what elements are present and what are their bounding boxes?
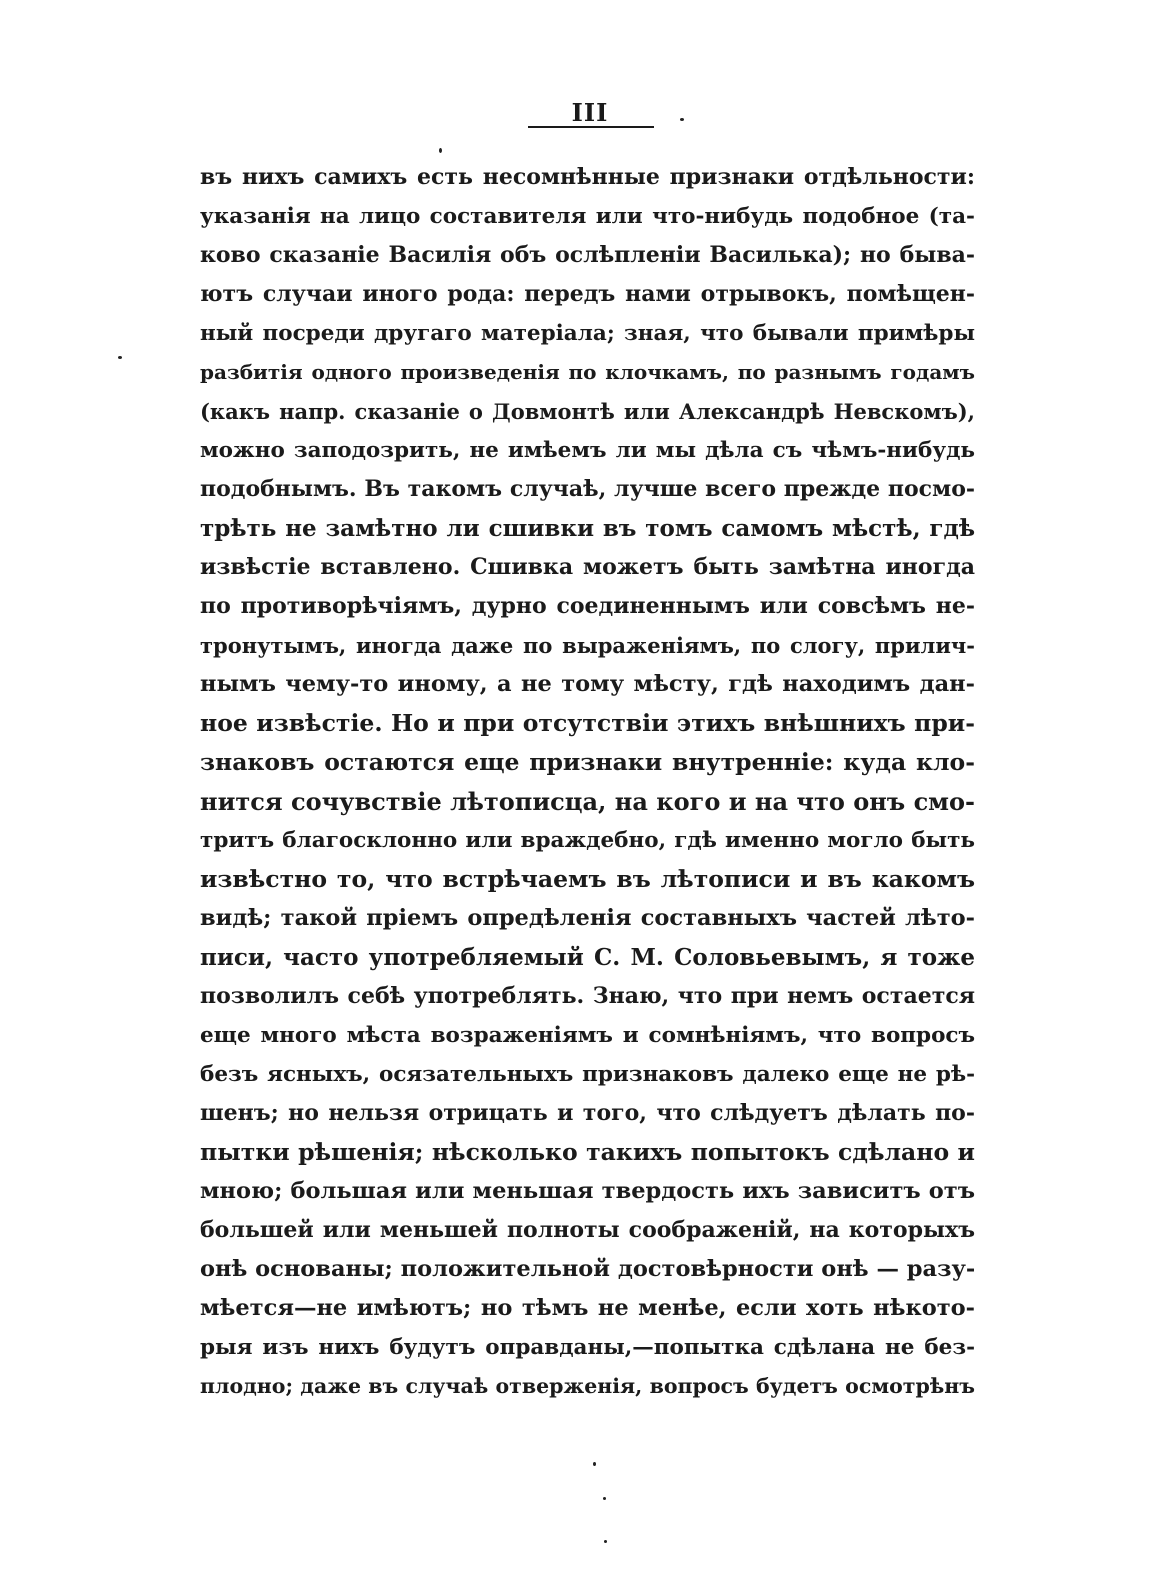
text-line: мною; большая или меньшая твердость ихъ зависитъ отъ [200, 1178, 975, 1204]
text-line: извѣстно то, что встрѣчаемъ въ лѣтописи и въ какомъ [200, 865, 975, 893]
text-line: мѣется—не имѣютъ; но тѣмъ не менѣе, если хоть нѣкото- [200, 1295, 975, 1321]
text-line: шенъ; но нельзя отрицать и того, что слѣдуетъ дѣлать по- [200, 1100, 975, 1126]
text-line: ный посреди другаго матеріала; зная, что бывали примѣры [200, 321, 975, 346]
text-line: извѣстіе вставлено. Сшивка можетъ быть замѣтна иногда [200, 554, 975, 580]
text-line: плодно; даже въ случаѣ отверженія, вопросъ будетъ осмотрѣнъ [200, 1374, 975, 1398]
scan-speck [118, 356, 122, 359]
page-number: III [571, 98, 609, 127]
text-line: тритъ благосклонно или враждебно, гдѣ именно могло быть [200, 828, 975, 853]
text-line: писи, часто употребляемый С. М. Соловьевымъ, я тоже [200, 944, 975, 971]
scan-speck [439, 148, 442, 153]
text-line: тронутымъ, иногда даже по выраженіямъ, по слогу, прилич- [200, 633, 975, 658]
text-line: большей или меньшей полноты соображеній, на которыхъ [200, 1217, 975, 1243]
text-line: нымъ чему-то иному, а не тому мѣсту, гдѣ находимъ дан- [200, 671, 975, 697]
text-line: указанія на лицо составителя или что-нибудь подобное (та- [200, 204, 975, 229]
text-line: ютъ случаи иного рода: передъ нами отрывокъ, помѣщен- [200, 281, 975, 307]
body-text [200, 158, 975, 1406]
scan-speck [593, 1462, 596, 1466]
text-line: рыя изъ нихъ будутъ оправданы,—попытка сдѣлана не без- [200, 1335, 975, 1360]
text-line: ное извѣстіе. Но и при отсутствіи этихъ внѣшнихъ при- [200, 709, 975, 737]
text-line: безъ ясныхъ, осязательныхъ признаковъ далеко еще не рѣ- [200, 1062, 975, 1087]
text-line: видѣ; такой пріемъ опредѣленія составныхъ частей лѣто- [200, 905, 975, 931]
header-rule [528, 126, 654, 128]
text-line: знаковъ остаются еще признаки внутренніе: куда кло- [200, 748, 975, 776]
text-line: по противорѣчіямъ, дурно соединеннымъ или совсѣмъ не- [200, 593, 975, 619]
scan-speck [680, 118, 684, 121]
text-line: (какъ напр. сказаніе о Довмонтѣ или Александрѣ Невскомъ), [200, 399, 975, 424]
text-line: онѣ основаны; положительной достовѣрности онѣ — разу- [200, 1256, 975, 1282]
text-line: нится сочувствіе лѣтописца, на кого и на что онъ смо- [200, 787, 975, 816]
text-line: въ нихъ самихъ есть несомнѣнные признаки отдѣльности: [200, 164, 975, 190]
scan-speck [603, 1497, 606, 1500]
text-line: разбитія одного произведенія по клочкамъ, по разнымъ годамъ [200, 360, 975, 384]
text-line: еще много мѣста возраженіямъ и сомнѣніямъ, что вопросъ [200, 1023, 975, 1048]
scan-speck [604, 1540, 607, 1543]
text-line: можно заподозрить, не имѣемъ ли мы дѣла съ чѣмъ-нибудь [200, 438, 975, 463]
text-line: трѣть не замѣтно ли сшивки въ томъ самомъ мѣстѣ, гдѣ [200, 515, 975, 542]
text-line: позволилъ себѣ употреблять. Знаю, что при немъ остается [200, 983, 975, 1009]
text-line: ково сказаніе Василія объ ослѣпленіи Василька); но быва- [200, 242, 975, 268]
text-line: подобнымъ. Въ такомъ случаѣ, лучше всего прежде посмо- [200, 476, 975, 502]
text-line: пытки рѣшенія; нѣсколько такихъ попытокъ сдѣлано и [200, 1138, 975, 1166]
